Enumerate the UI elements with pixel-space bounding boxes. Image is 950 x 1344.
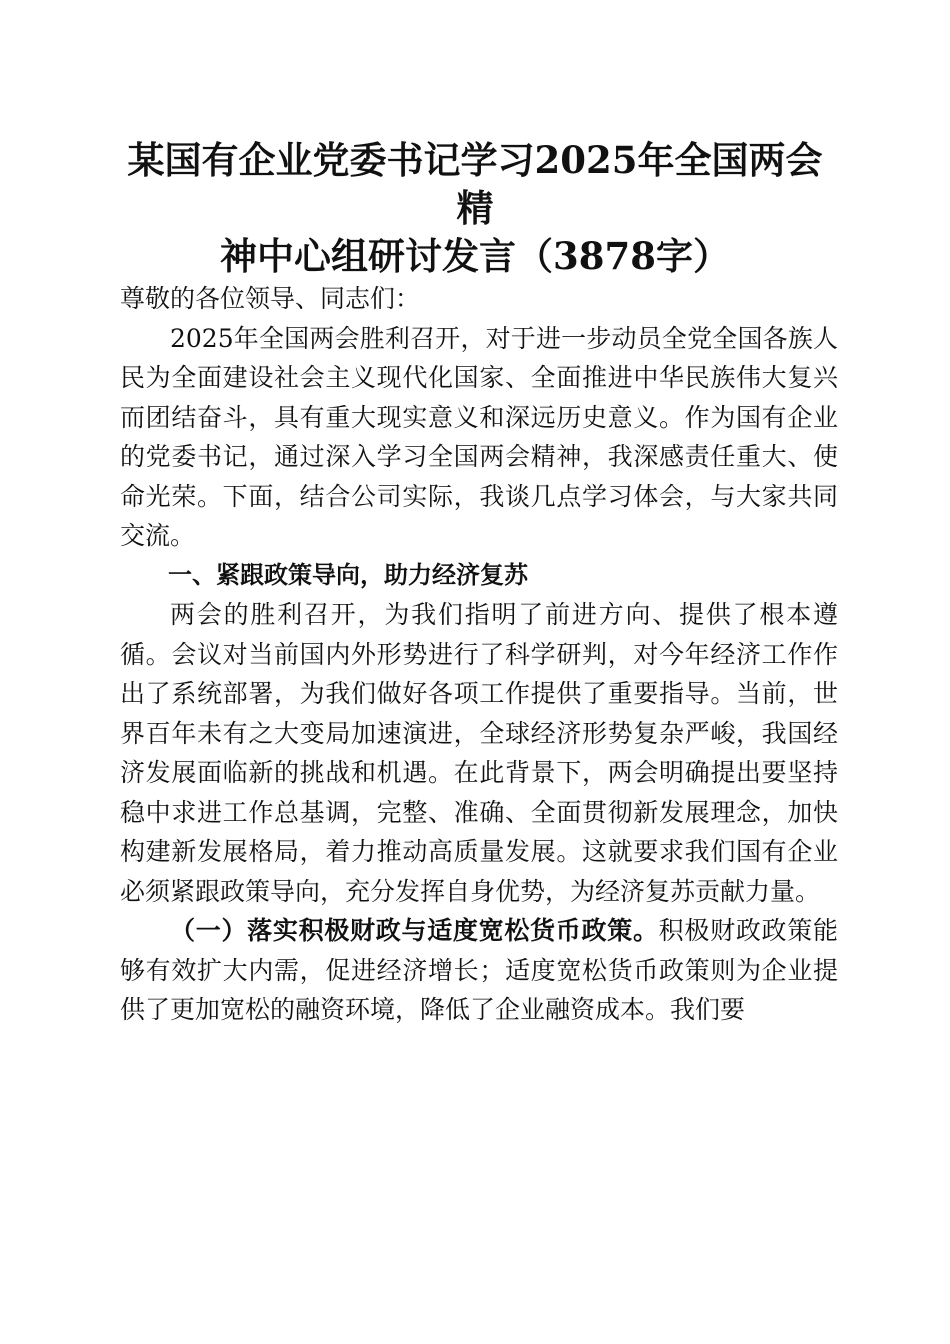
intro-paragraph: 2025年全国两会胜利召开，对于进一步动员全党全国各族人民为全面建设社会主义现代化国家、全面推进中华民族伟大复兴而团结奋斗，具有重大现实意义和深远历史意义。作为国有企业的党委书记，通过深入学习全国两会精神，我深感责任重大、使命光荣。下面，结合公司实际，我谈几点学习体会，与大家共同交流。 [120, 323, 838, 550]
salutation: 尊敬的各位领导、同志们： [120, 284, 421, 313]
document-body [120, 279, 838, 1030]
section-1-paragraph: 两会的胜利召开，为我们指明了前进方向、提供了根本遵循。会议对当前国内外形势进行了科学研判，对今年经济工作作出了系统部署，为我们做好各项工作提供了重要指导。当前，世界百年未有之大变局加速演进，全球经济形势复杂严峻，我国经济发展面临新的挑战和机遇。在此背景下，两会明确提出要坚持稳中求进工作总基调，完整、准确、全面贯彻新发展理念，加快构建新发展格局，着力推动高质量发展。这就要求我们国有企业必须紧跟政策导向，充分发挥自身优势，为经济复苏贡献力量。 [120, 600, 838, 906]
subsection-1-paragraph [120, 911, 838, 1030]
subsection-1-lead: （一）落实积极财政与适度宽松货币政策。 [170, 916, 659, 945]
subsection-1-text: 积极财政政策能够有效扩大内需，促进经济增长；适度宽松货币政策则为企业提供了更加宽松的融资环境，降低了企业融资成本。我们要 [120, 916, 838, 1024]
section-heading-1: 一、紧跟政策导向，助力经济复苏 [168, 560, 528, 589]
document-title [110, 136, 840, 280]
title-line-1: 某国有企业党委书记学习2025年全国两会精 [127, 138, 823, 230]
title-line-2: 神中心组研讨发言（3878字） [220, 234, 730, 278]
